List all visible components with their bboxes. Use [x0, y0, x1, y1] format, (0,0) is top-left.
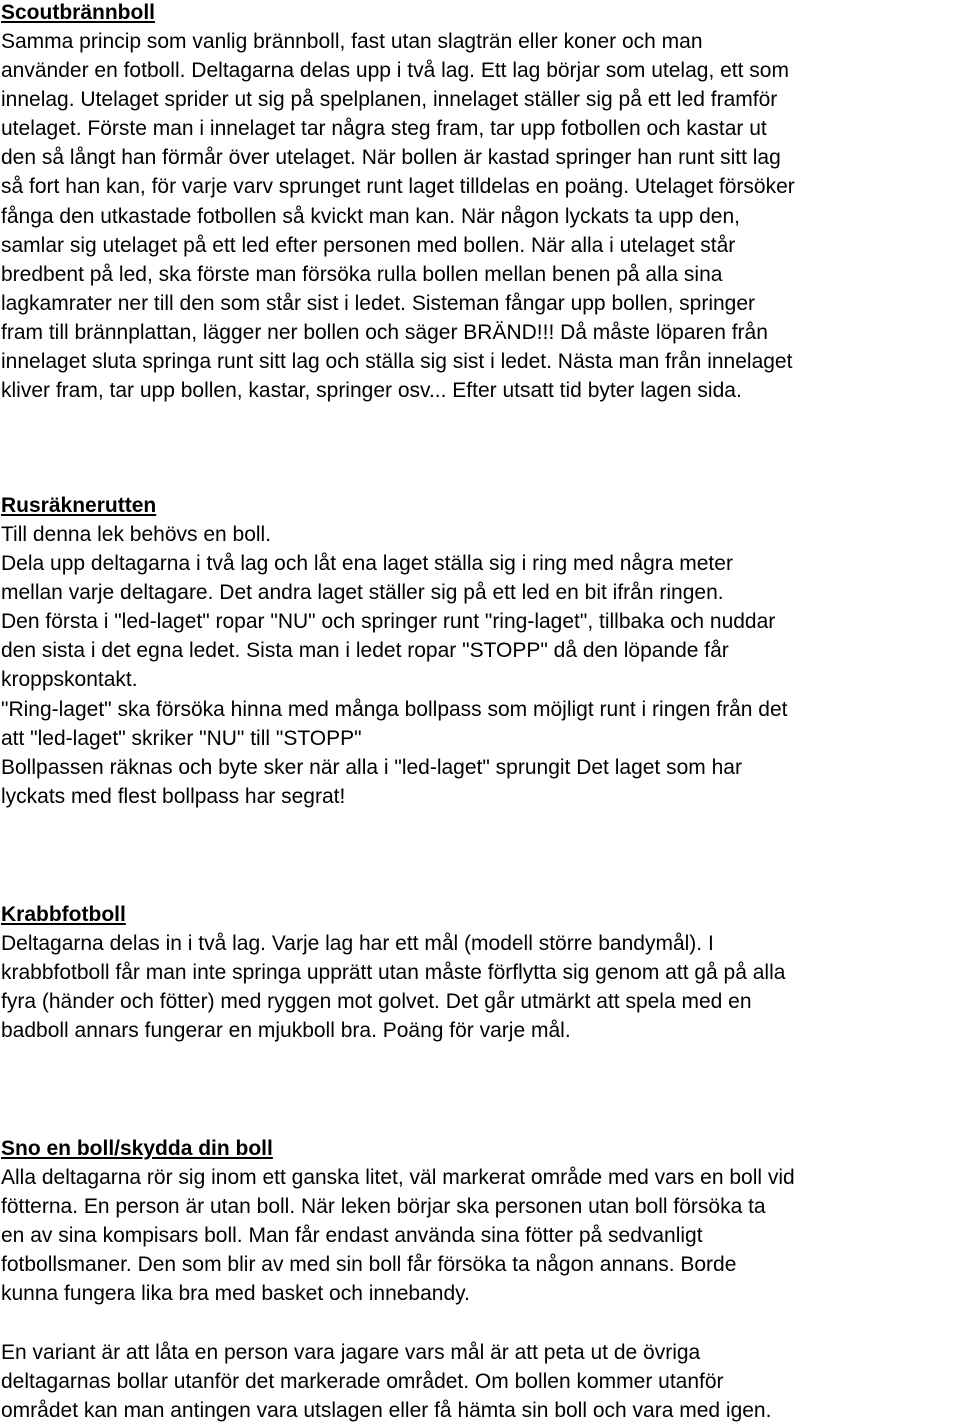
section-body — [1, 929, 785, 1045]
text-line: badboll annars fungerar en mjukboll bra. Poäng för varje mål. — [1, 1019, 571, 1043]
text-line: innelag. Utelaget sprider ut sig på spelplanen, innelaget ställer sig på ett led framför — [1, 88, 778, 112]
text-line: mellan varje deltagare. Det andra laget ställer sig på ett led en bit ifrån ringen. — [1, 581, 724, 605]
section-scoutbrannboll — [1, 0, 795, 405]
section-krabbfotboll — [1, 900, 785, 1045]
section-heading: Sno en boll/skydda din boll — [1, 1137, 273, 1160]
section-heading: Krabbfotboll — [1, 903, 126, 926]
text-line: Samma princip som vanlig brännboll, fast utan slagträn eller koner och man — [1, 30, 703, 53]
text-line: kunna fungera lika bra med basket och innebandy. — [1, 1282, 470, 1306]
text-line: fötterna. En person är utan boll. När leken börjar ska personen utan boll försöka ta — [1, 1195, 766, 1219]
text-line: fyra (händer och fötter) med ryggen mot golvet. Det går utmärkt att spela med en — [1, 990, 752, 1014]
text-line: området kan man antingen vara utslagen eller få hämta sin boll och vara med igen. — [1, 1399, 772, 1423]
text-line: Den första i "led-laget" ropar "NU" och springer runt "ring-laget", tillbaka och nuddar — [1, 610, 776, 634]
text-line: Dela upp deltagarna i två lag och låt ena laget ställa sig i ring med några meter — [1, 552, 733, 576]
text-line: deltagarnas bollar utanför det markerade området. Om bollen kommer utanför — [1, 1370, 724, 1394]
text-line: En variant är att låta en person vara jagare vars mål är att peta ut de övriga — [1, 1341, 701, 1364]
text-line: den så långt han förmår över utelaget. När bollen är kastad springer han runt sitt lag — [1, 146, 781, 170]
text-line: Till denna lek behövs en boll. — [1, 523, 272, 546]
text-line: innelaget sluta springa runt sitt lag och ställa sig sist i ledet. Nästa man från innelaget — [1, 350, 793, 374]
text-line: lagkamrater ner till den som står sist i ledet. Sisteman fångar upp bollen, springer — [1, 291, 756, 315]
text-line: lyckats med flest bollpass har segrat! — [1, 784, 346, 808]
text-line: Alla deltagarna rör sig inom ett ganska litet, väl markerat område med vars en boll vid — [1, 1166, 795, 1189]
text-line: att "led-laget" skriker "NU" till "STOPP" — [1, 726, 362, 750]
text-line: den sista i det egna ledet. Sista man i ledet ropar "STOPP" då den löpande får — [1, 639, 729, 663]
section-heading: Scoutbrännboll — [1, 1, 155, 24]
section-body — [1, 520, 787, 811]
text-line: använder en fotboll. Deltagarna delas upp i två lag. Ett lag börjar som utelag, ett som — [1, 59, 789, 83]
section-heading: Rusräknerutten — [1, 494, 157, 517]
text-line: kroppskontakt. — [1, 668, 138, 692]
text-line: bredbent på led, ska förste man försöka rulla bollen mellan benen på alla sina — [1, 262, 723, 286]
text-line: fånga den utkastade fotbollen så kvickt man kan. När någon lyckats ta upp den, — [1, 204, 740, 228]
text-line: kliver fram, tar upp bollen, kastar, springer osv... Efter utsatt tid byter lagen sida. — [1, 379, 742, 403]
text-line: Bollpassen räknas och byte sker när alla i "led-laget" sprungit Det laget som har — [1, 755, 742, 779]
section-body-variant — [1, 1338, 771, 1425]
text-line: samlar sig utelaget på ett led efter personen med bollen. När alla i utelaget står — [1, 233, 736, 257]
text-line: fram till brännplattan, lägger ner bollen och säger BRÄND!!! Då måste löparen från — [1, 320, 768, 344]
text-line: en av sina kompisars boll. Man får endast använda sina fötter på sedvanligt — [1, 1224, 703, 1248]
text-line: "Ring-laget" ska försöka hinna med många bollpass som möjligt runt i ringen från det — [1, 697, 788, 721]
text-line: krabbfotboll får man inte springa upprätt utan måste förflytta sig genom att gå på alla — [1, 961, 786, 985]
section-body — [1, 1163, 795, 1308]
section-rusraknerutten — [1, 491, 787, 811]
text-line: fotbollsmaner. Den som blir av med sin boll får försöka ta någon annans. Borde — [1, 1253, 737, 1277]
text-line: Deltagarna delas in i två lag. Varje lag har ett mål (modell större bandymål). I — [1, 932, 714, 955]
text-line: utelaget. Förste man i innelaget tar några steg fram, tar upp fotbollen och kastar ut — [1, 117, 767, 141]
section-sno-en-boll — [1, 1134, 795, 1308]
text-line: så fort han kan, för varje varv sprunget runt laget tilldelas en poäng. Utelaget försöker — [1, 175, 795, 199]
section-body — [1, 27, 795, 405]
